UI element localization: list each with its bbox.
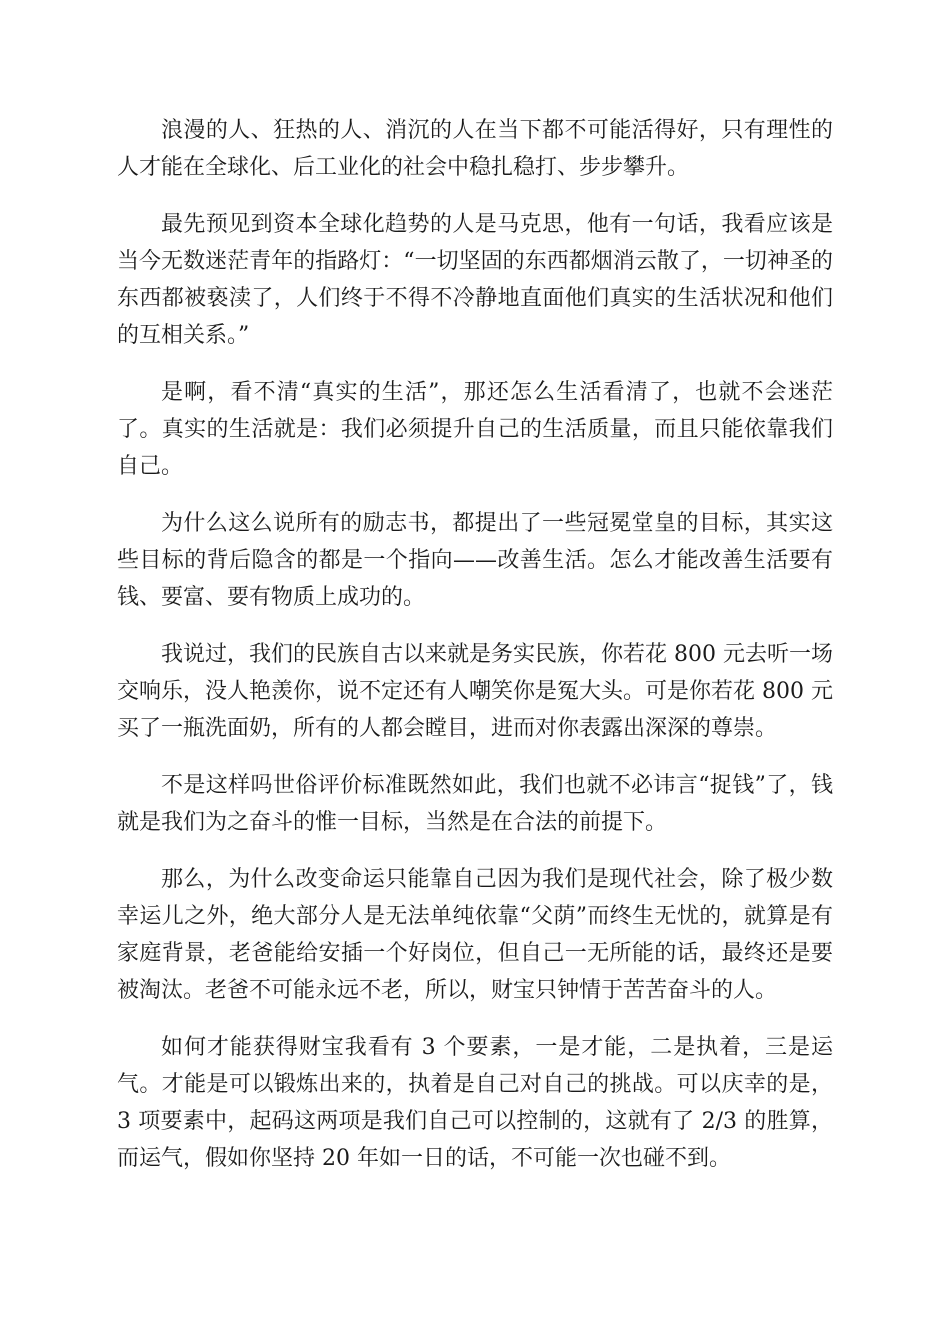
paragraph-2: 最先预见到资本全球化趋势的人是马克思，他有一句话，我看应该是当今无数迷茫青年的指路灯：“一切坚固的东西都烟消云散了，一切神圣的东西都被亵渎了，人们终于不得不冷静地直面他们真实的生活状况和他们的互相关系。” [117,212,833,348]
paragraph-5: 我说过，我们的民族自古以来就是务实民族，你若花 800 元去听一场交响乐，没人艳羡你，说不定还有人嘲笑你是冤大头。可是你若花 800 元买了一瓶洗面奶，所有的人都会瞠目，进而对你表露出深深的尊崇。 [117,642,833,741]
article-body [117,112,833,1197]
paragraph-8: 如何才能获得财宝我看有 3 个要素，一是才能，二是执着，三是运气。才能是可以锻炼出来的，执着是自己对自己的挑战。可以庆幸的是，3 项要素中，起码这两项是我们自己可以控制的，这就有了 2/3 的胜算，而运气，假如你坚持 20 年如一日的话，不可能一次也碰不到。 [117,1035,833,1171]
paragraph-7: 那么，为什么改变命运只能靠自己因为我们是现代社会，除了极少数幸运儿之外，绝大部分人是无法单纯依靠“父荫”而终生无忧的，就算是有家庭背景，老爸能给安插一个好岗位，但自己一无所能的话，最终还是要被淘汰。老爸不可能永远不老，所以，财宝只钟情于苦苦奋斗的人。 [117,867,833,1003]
paragraph-6: 不是这样吗世俗评价标准既然如此，我们也就不必讳言“捉钱”了，钱就是我们为之奋斗的惟一目标，当然是在合法的前提下。 [117,773,833,835]
paragraph-4: 为什么这么说所有的励志书，都提出了一些冠冕堂皇的目标，其实这些目标的背后隐含的都是一个指向——改善生活。怎么才能改善生活要有钱、要富、要有物质上成功的。 [117,511,833,610]
paragraph-1: 浪漫的人、狂热的人、消沉的人在当下都不可能活得好，只有理性的人才能在全球化、后工业化的社会中稳扎稳打、步步攀升。 [117,118,833,180]
paragraph-3: 是啊，看不清“真实的生活”，那还怎么生活看清了，也就不会迷茫了。真实的生活就是：我们必须提升自己的生活质量，而且只能依靠我们自己。 [117,380,833,479]
